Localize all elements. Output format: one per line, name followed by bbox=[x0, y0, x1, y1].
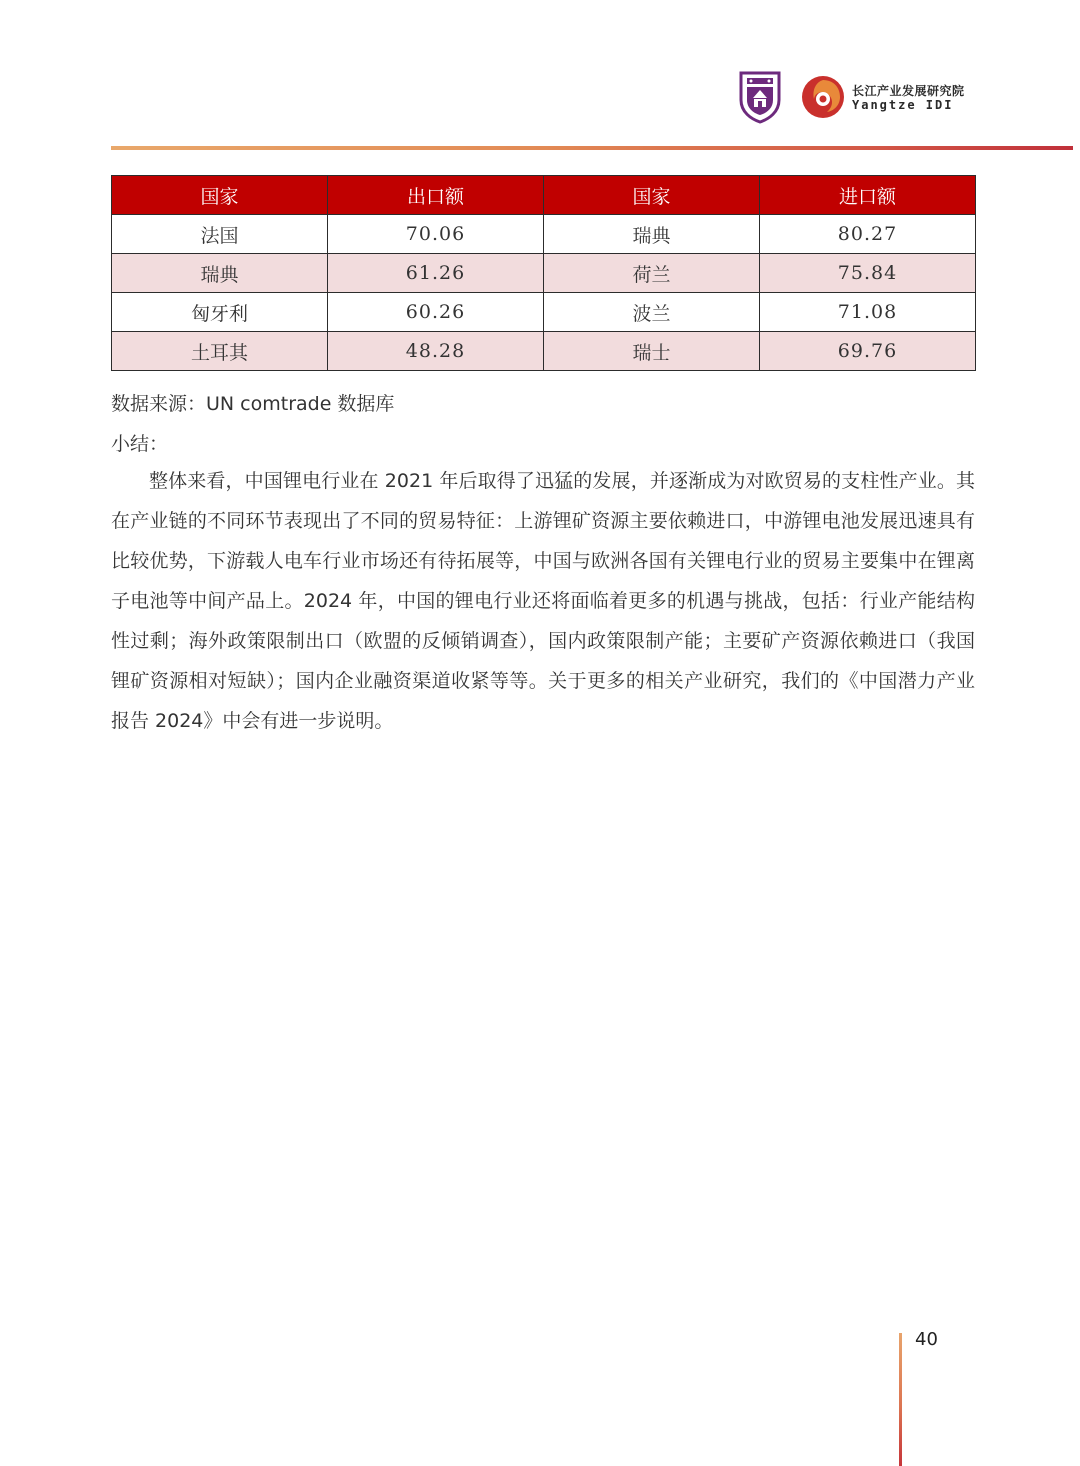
footer-divider bbox=[899, 1333, 902, 1466]
table-row bbox=[112, 254, 976, 293]
header-divider bbox=[111, 146, 1073, 150]
header-logos bbox=[738, 70, 978, 124]
table-cell: 71.08 bbox=[760, 293, 976, 332]
table-cell: 61.26 bbox=[328, 254, 544, 293]
table-cell: 80.27 bbox=[760, 215, 976, 254]
table-cell: 瑞典 bbox=[544, 215, 760, 254]
table-cell: 69.76 bbox=[760, 332, 976, 371]
source-note: 数据来源：UN comtrade 数据库 bbox=[111, 393, 395, 415]
university-emblem-icon bbox=[738, 70, 782, 124]
column-header-import-value: 进口额 bbox=[760, 176, 976, 215]
table-cell: 荷兰 bbox=[544, 254, 760, 293]
table-cell: 60.26 bbox=[328, 293, 544, 332]
table-cell: 瑞典 bbox=[112, 254, 328, 293]
table-cell: 48.28 bbox=[328, 332, 544, 371]
summary-paragraph: 整体来看，中国锂电行业在 2021 年后取得了迅猛的发展，并逐渐成为对欧贸易的支柱性产业。其在产业链的不同环节表现出了不同的贸易特征：上游锂矿资源主要依赖进口，中游锂电池发展迅速具有比较优势，下游载人电车行业市场还有待拓展等，中国与欧洲各国有关锂电行业的贸易主要集中在锂离子电池等中间产品上。2024 年，中国的锂电行业还将面临着更多的机遇与挑战，包括：行业产能结构性过剩；海外政策限制出口（欧盟的反倾销调查），国内政策限制产能；主要矿产资源依赖进口（我国锂矿资源相对短缺）；国内企业融资渠道收紧等等。关于更多的相关产业研究，我们的《中国潜力产业报告 2024》中会有进一步说明。 bbox=[111, 470, 975, 732]
table-row bbox=[112, 215, 976, 254]
table-cell: 70.06 bbox=[328, 215, 544, 254]
table-row bbox=[112, 332, 976, 371]
institute-name-cn: 长江产业发展研究院 bbox=[852, 84, 965, 98]
table-row bbox=[112, 293, 976, 332]
page-number: 40 bbox=[915, 1329, 938, 1350]
institute-name-en: Yangtze IDI bbox=[852, 98, 954, 112]
trade-table bbox=[111, 175, 976, 371]
table-cell: 法国 bbox=[112, 215, 328, 254]
column-header-export-value: 出口额 bbox=[328, 176, 544, 215]
institute-emblem-icon bbox=[800, 74, 846, 120]
table-cell: 匈牙利 bbox=[112, 293, 328, 332]
column-header-country-import: 国家 bbox=[544, 176, 760, 215]
summary-heading: 小结： bbox=[111, 433, 169, 455]
table-cell: 土耳其 bbox=[112, 332, 328, 371]
column-header-country-export: 国家 bbox=[112, 176, 328, 215]
table-header-row bbox=[112, 176, 976, 215]
table-cell: 75.84 bbox=[760, 254, 976, 293]
table-cell: 波兰 bbox=[544, 293, 760, 332]
table-cell: 瑞士 bbox=[544, 332, 760, 371]
